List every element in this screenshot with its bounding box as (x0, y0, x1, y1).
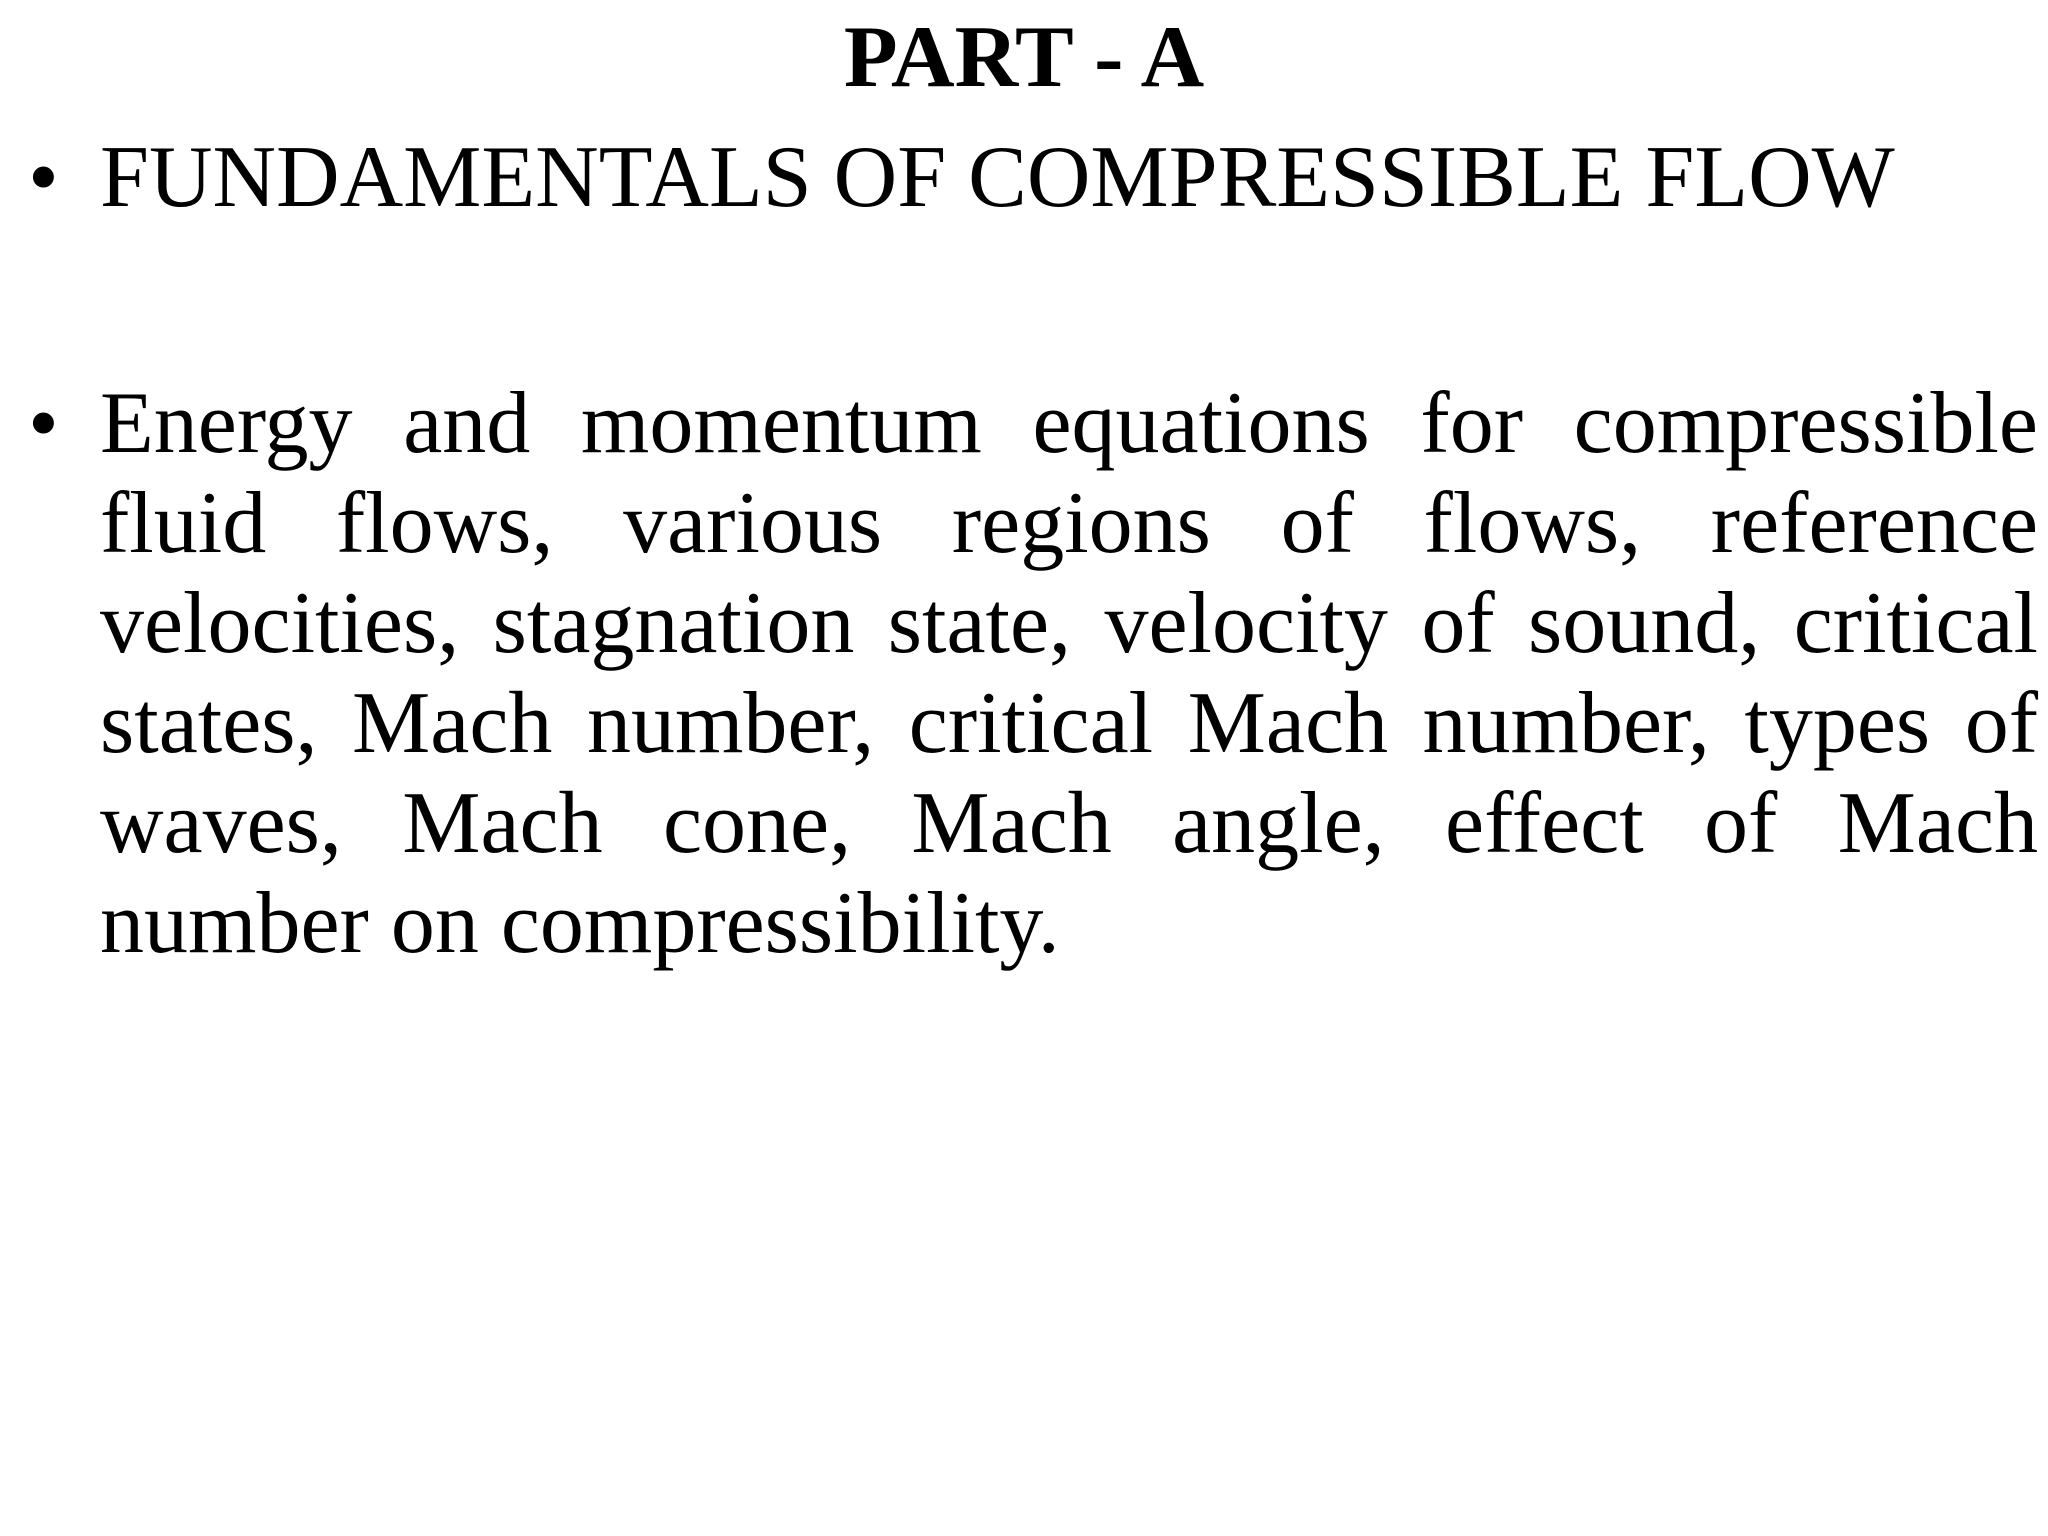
bullet-marker: • (28, 129, 59, 226)
bullet-item-fundamentals (28, 128, 2038, 228)
bullet-text: Energy and momentum equations for compressible fluid flows, various regions of flows, reference velocities, stagnation state, velocity of sound, critical states, Mach number, critical Mach number, types of waves, Mach cone, Mach angle, effect of Mach number on compressibility. (100, 375, 2038, 972)
bullet-text: FUNDAMENTALS OF COMPRESSIBLE FLOW (100, 129, 1895, 226)
bullet-item-topics (28, 374, 2038, 974)
bullet-marker: • (28, 375, 59, 472)
slide-title: PART - A (843, 9, 1205, 106)
